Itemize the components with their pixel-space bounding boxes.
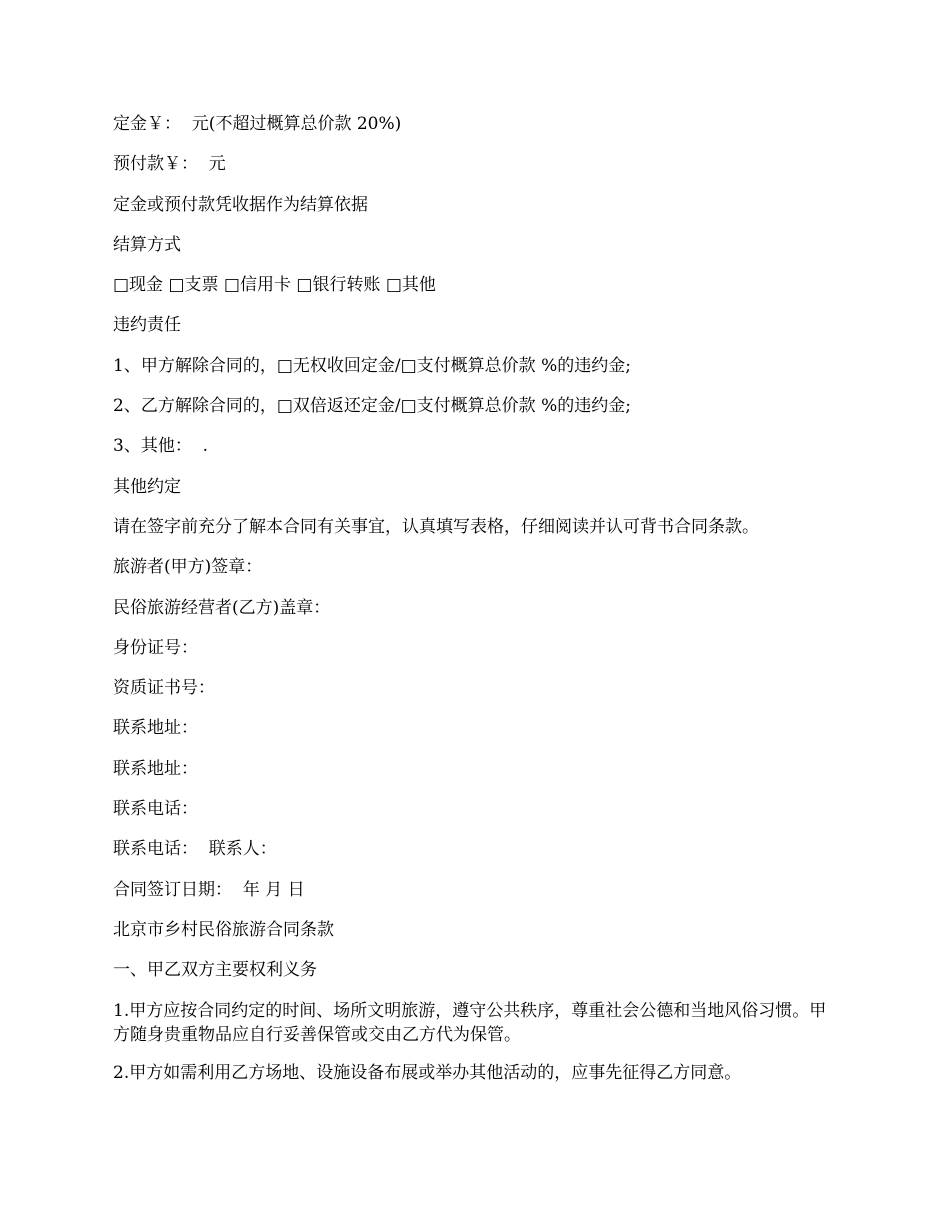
qualification-number-label: 资质证书号： — [113, 678, 215, 699]
signing-date-label: 合同签订日期： 年 月 日 — [113, 879, 305, 900]
clause-1: 1.甲方应按合同约定的时间、场所文明旅游，遵守公共秩序，尊重社会公德和当地风俗习惯。甲方随身贵重物品应自行妥善保管或交由乙方代为保管。 — [113, 1000, 827, 1045]
breach-clause-1: 1、甲方解除合同的，□无权收回定金/□支付概算总价款 %的违约金; — [113, 355, 631, 376]
party-a-signature-label: 旅游者(甲方)签章： — [113, 557, 263, 578]
breach-clause-3: 3、其他： . — [113, 436, 209, 457]
prepayment-line: 预付款￥： 元 — [113, 154, 226, 175]
address-label-a: 联系地址： — [113, 718, 198, 739]
document-body — [113, 112, 843, 1101]
party-b-seal-label: 民俗旅游经营者(乙方)盖章： — [113, 597, 331, 618]
phone-contact-label-b: 联系电话： 联系人： — [113, 839, 277, 860]
other-agreements-heading: 其他约定 — [113, 476, 181, 497]
id-number-label: 身份证号： — [113, 637, 198, 658]
clause-2: 2.甲方如需利用乙方场地、设施设备布展或举办其他活动的，应事先征得乙方同意。 — [113, 1062, 742, 1083]
address-label-b: 联系地址： — [113, 758, 198, 779]
signing-notice: 请在签字前充分了解本合同有关事宜，认真填写表格，仔细阅读并认可背书合同条款。 — [113, 516, 759, 537]
payment-options-line: □现金 □支票 □信用卡 □银行转账 □其他 — [113, 275, 436, 296]
section-1-heading: 一、甲乙双方主要权利义务 — [113, 960, 317, 981]
breach-clause-2: 2、乙方解除合同的，□双倍返还定金/□支付概算总价款 %的违约金; — [113, 396, 631, 417]
settlement-method-heading: 结算方式 — [113, 234, 181, 255]
breach-liability-heading: 违约责任 — [113, 315, 181, 336]
phone-label-a: 联系电话： — [113, 799, 198, 820]
settlement-basis-line: 定金或预付款凭收据作为结算依据 — [113, 194, 368, 215]
terms-title: 北京市乡村民俗旅游合同条款 — [113, 919, 334, 940]
deposit-line: 定金￥： 元(不超过概算总价款 20%) — [113, 114, 402, 134]
